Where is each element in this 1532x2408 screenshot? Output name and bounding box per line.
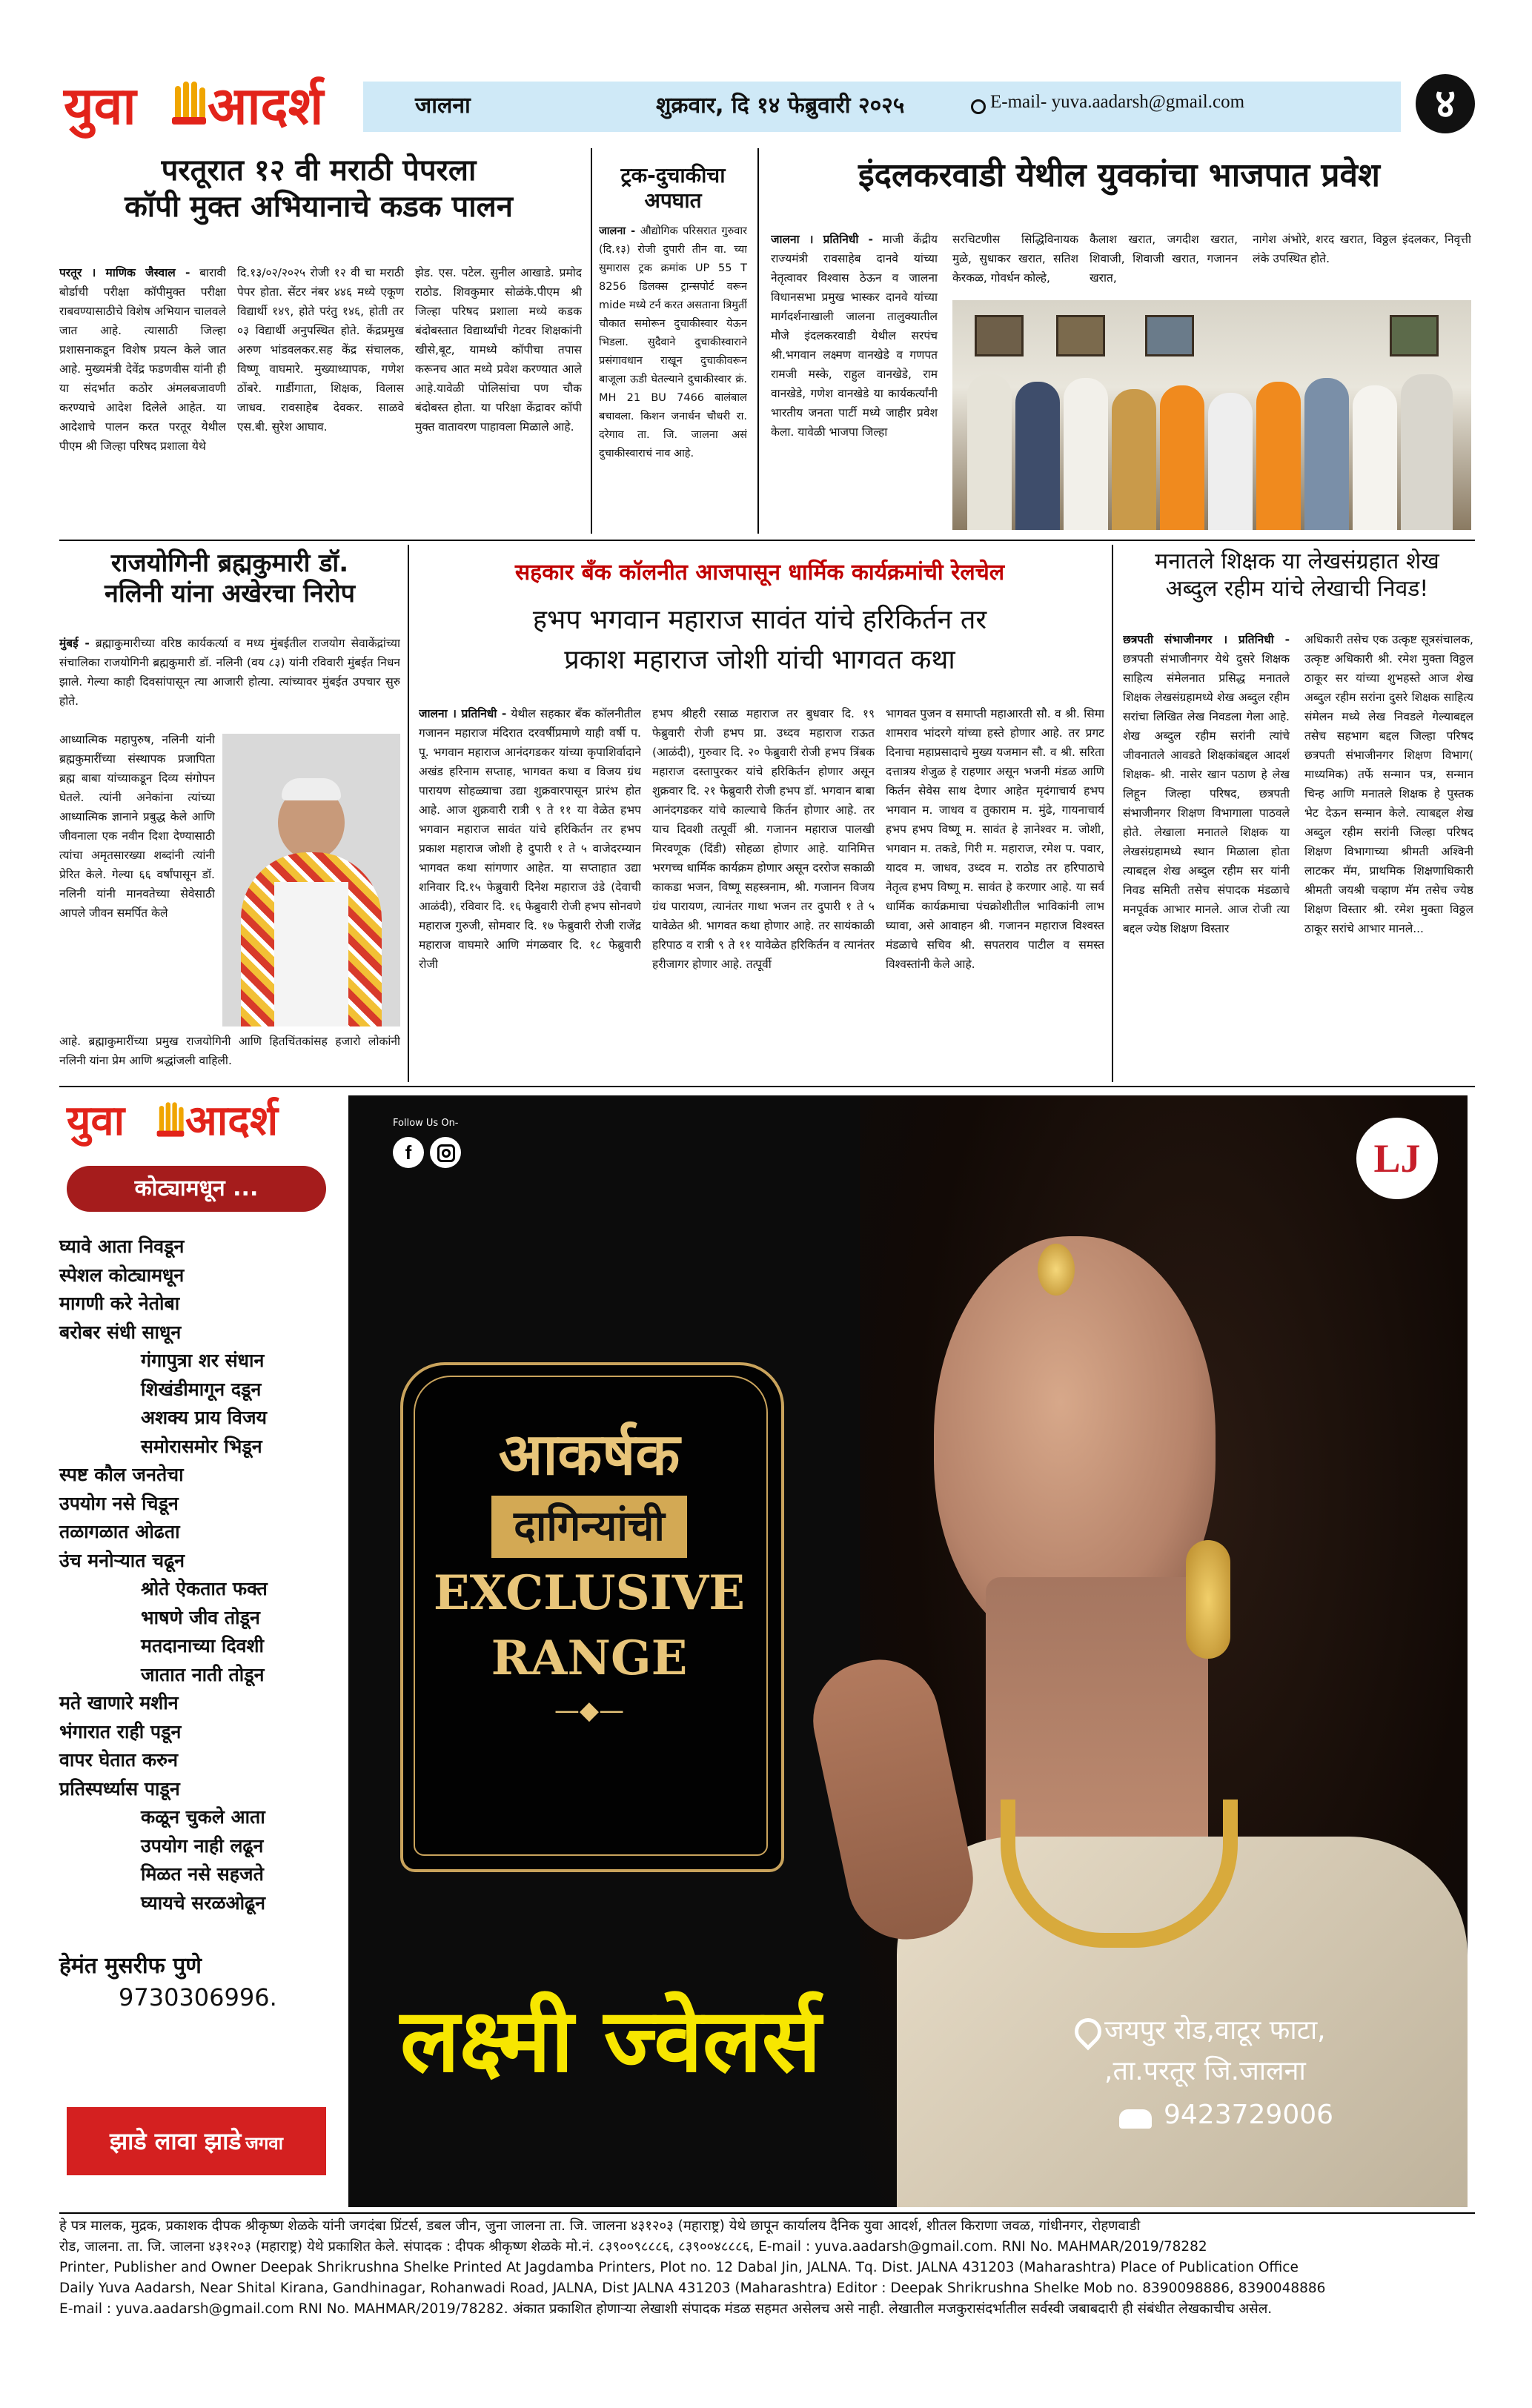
- follow-us: [393, 1118, 482, 1192]
- bjp-group-photo: [952, 300, 1471, 530]
- column-rule: [408, 545, 409, 1082]
- poem-lines: [59, 1233, 334, 1917]
- person-figure: [1015, 382, 1060, 530]
- story4-tail-text: आहे. ब्रह्माकुमारींच्या प्रमुख राजयोगिनी आणि हितचिंतकांसह हजारो लोकांनी नलिनी यांना प्रेम आणि श्रद्धांजली वाहिली.: [59, 1035, 400, 1067]
- story4-tail: [59, 1032, 400, 1076]
- masthead-city: जालना: [415, 93, 471, 119]
- slogan-main: झाडे लावा झाडे: [109, 2127, 242, 2155]
- poem-line: मिळत नसे सहजते: [141, 1863, 264, 1885]
- story5-text2: हभप श्रीहरी रसाळ महाराज तर बुधवार दि. १९ फेब्रुवारी रोजी हभप प्रा. उध्दव महाराज राऊत (आळंदी), गुरुवार दि. २० फेब्रुवारी रोजी हभप त्रिंबक महाराज दस्तापुरकर यांचे हरिकिर्तन होणार असून शुक्रवार दि. २१ फेब्रुवारी रोजी हभप डॉ. भगवान बाबा आनंदगडकर यांचे काल्याचे किर्तन होणार आहे. तर याच दिवशी तत्पूर्वी श्री. गजानन महाराज पालखी मिरवणूक (दिंडी) सोहळा होणार आहे. यानिमित्त भरगच्च धार्मिक कार्यक्रम होणार असून दररोज सकाळी काकडा भजन, विष्णू सहस्त्रनाम, श्री. गजानन विजय ग्रंथ पारायण, त्यानंतर गाथा भजन तर दुपारी १ ते ५ यावेळेत श्री. भागवत कथा होणार आहे. तर सायंकाळी हरिपाठ व रात्री ९ ते ११ यावेळेत हरिकिर्तन व त्यानंतर हरीजागर होणार आहे. तत्पूर्वी: [652, 707, 875, 971]
- story6-col2: [1304, 630, 1473, 1075]
- person-figure: [1304, 378, 1349, 530]
- story6-text1: छत्रपती संभाजीनगर येथे दुसरे शिक्षक साहित्य संमेलनात प्रसिद्ध मनातले शिक्षक लेखसंग्रहामध्ये शेख अब्दुल रहीम सरांचा लिखित लेख निवडला गेला आहे. शेख अब्दुल रहीम सरांनी त्यांचे जीवनातले आवडते शिक्षकांबद्दल आदर्श शिक्षक- श्री. नासेर खान पठाण हे लेख लिहून जिल्हा परिषद, छत्रपती संभाजीनगर शिक्षण विभागाला पाठवले होते. लेखाला मनातले शिक्षक या लेखसंग्रहामध्ये स्थान मिळाला होता त्याबद्दल शेख अब्दुल रहीम सर यांनी निवड समिती तसेच संपादक मंडळाचे मनपूर्वक आभार मानले. आज रोजी त्या बद्दल ज्येष्ठ शिक्षण विस्तार: [1123, 652, 1290, 935]
- poem-line: स्पष्ट कौल जनतेचा: [59, 1464, 184, 1485]
- email-icon: [971, 99, 986, 114]
- imprint-line5: E-mail : yuva.aadarsh@gmail.com RNI No. MAHMAR/2019/78282. अंकात प्रकाशित होणाऱ्या लेखाशी संपादक मंडळ सहमत असेलच असे नाही. लेखातील मजकुरासंदर्भातील सर्वस्वी जबाबदारी ही संबंधीत लेखकाचीच असेल.: [59, 2301, 1273, 2317]
- story1-headline: [59, 153, 578, 225]
- masthead-email: E-mail- yuva.aadarsh@gmail.com: [990, 92, 1245, 112]
- story1-text2: दि.१३/०२/२०२५ रोजी १२ वी चा मराठी पेपर होता. सेंटर नंबर ४४६ मध्ये एकूण विद्यार्थी १४९, होते परंतु १४६, होती तर ०३ विद्यार्थी अनुपस्थित होते. केंद्रप्रमुख अरुण भांडवलकर.सह केंद्र संचालक, विष्णू वाघमारे. मुख्याध्यापक, गणेश ठोंबरे. गार्डीगाता, शिक्षक, विलास जाधव. रावसाहेब देवकर. साळवे एस.बी. सुरेश आघाव.: [237, 266, 404, 434]
- ad-headline: [400, 1414, 778, 1733]
- poem-line: जातात नाती तोडून: [141, 1663, 265, 1685]
- poem-line: प्रतिस्पर्ध्यास पाडून: [59, 1777, 180, 1800]
- horizontal-rule: [59, 2212, 1475, 2214]
- column-rule: [1112, 545, 1113, 1082]
- poem-logo: [67, 1095, 319, 1155]
- ad-address-line1: जयपुर रोड,वाटूर फाटा,: [1104, 2015, 1326, 2046]
- story5-text1: येथील सहकार बँक कॉलनीतील गजानन महाराज मंदिरात दरवर्षीप्रमाणे याही वर्षी प. पू. भगवान महाराज आनंदगडकर यांच्या कृपाशिर्वादाने अखंड हरिनाम सप्ताह, भागवत कथा व विजय ग्रंथ पारायण सोहळ्याचा उद्या शुक्रवारपासून प्रारंभ होत आहे. आज शुक्रवारी रात्री ९ ते ११ या वेळेत हभप भगवान महाराज सावंत यांचे हरिकिर्तन तर हभप प्रकाश महाराज जोशी हे दुपारी १ ते ५ वाजेदरम्यान भागवत कथा सांगणार आहेत. या सप्ताहात उद्या शनिवार दि.१५ फेब्रुवारी दिनेश महाराज उंडे (देवाची आळंदी), रविवार दि. १६ फेब्रुवारी रोजी हभप सोनवणे महाराज गुरुजी, सोमवार दि. १७ फेब्रुवारी रोजी राजेंद्र महाराज वाघमारे आणि मंगळवार दि. १८ फेब्रुवारी रोजी: [419, 707, 641, 971]
- story1-headline-line2: कॉपी मुक्त अभियानाचे कडक पालन: [125, 189, 513, 224]
- poem-line: घ्यायचे सरळओढून: [141, 1891, 266, 1914]
- slogan-tail: जगवा: [245, 2133, 283, 2154]
- poem-line: वापर घेतात करुन: [59, 1749, 178, 1771]
- imprint-line2: रोड, जालना. ता. जि. जालना ४३१२०३ (महाराष्ट्र) येथे प्रकाशित केले. संपादक : दीपक श्रीकृष्ण शेळके मो.नं. ८३९००९८८८६, ८३९००४८८८६, E-mail : yuva.aadarsh@gmail.com. RNI No. MAHMAR/2019/78282: [59, 2239, 1207, 2255]
- phone-icon: [1119, 2109, 1152, 2129]
- poem-phone: 9730306996.: [119, 1983, 277, 2011]
- story1-headline-line1: परतूरात १२ वी मराठी पेपरला: [161, 153, 477, 188]
- logo-aadarsh: आदर्श: [208, 76, 324, 136]
- imprint-line4: Daily Yuva Aadarsh, Near Shital Kirana, Gandhinagar, Rohanwadi Road, JALNA, Dist JALNA 431203 (Maharashtra) Editor : Deepak Shrikrushna Shelke Mob no. 8390098886, 8390048886: [59, 2281, 1326, 2296]
- story5-col1: [419, 704, 641, 1075]
- story1-col1: [59, 263, 226, 530]
- ad-headline-line4: RANGE: [491, 1631, 688, 1686]
- horizontal-rule: [59, 540, 1475, 541]
- portrait-saree: [274, 882, 348, 1026]
- poem-line: घ्यावे आता निवडून: [59, 1235, 185, 1257]
- story5-subhead-line2: प्रकाश महाराज जोशी यांची भागवत कथा: [564, 645, 955, 675]
- story5-text3: भागवत पुजन व समाप्ती महाआरती सौ. व श्री. सिमा शामराव भांदरगे यांच्या हस्ते होणार आहे. तर प्रगट दिनाचा महाप्रसादाचे मुख्य यजमान सौ. व श्री. सरिता दत्तात्रय शेजुळ हे राहणार असून भजनी मंडळ आणि किर्तन सेवेस साथ देणार आहेत मृदंगाचार्य हभप भगवान म. जाधव व तुकाराम म. मुंढे, गायनाचार्य हभप हभप विष्णू म. सावंत हे ज्ञानेश्वर म. जोशी, भगवान म. तकडे, गिरी म. महाराज, रमेश प. पवार, यादव म. जाधव, उध्दव म. राठोड तर हरिपाठाचे नेतृत्व हभप विष्णू म. सावंत हे करणार आहे. या सर्व धार्मिक कार्यक्रमाचा पंचक्रोशीतील भाविकांनी लाभ घ्यावा, असे आवाहन श्री. गजानन महाराज विश्वस्त मंडळाचे सचिव श्री. सपतराव पाटील व समस्त विश्वस्तांनी केले आहे.: [886, 707, 1104, 971]
- story1-col2: [237, 263, 404, 530]
- story4-headline-line2: नलिनी यांना अखेरचा निरोप: [105, 579, 355, 609]
- jewellers-ad: [348, 1095, 1468, 2207]
- story1-text1: बारावी बोर्डाची परीक्षा कॉपीमुक्त परीक्षा राबवण्यासाठीचे विशेष अभियान चालवले जात आहे. त्यासाठी जिल्हा प्रशासनाकडून विशेष प्रयत्न केले जात आहे. मुख्यमंत्री देवेंद्र फडणवीस यांनी ही या संदर्भात कठोर अंमलबजावणी करण्याचे आदेश दिलेले आहेत. या आदेशाचे पालन करत परतूर येथील पीएम श्री जिल्हा परिषद प्रशाला येथे: [59, 266, 226, 453]
- story4-headline-line1: राजयोगिनी ब्रह्मकुमारी डॉ.: [110, 548, 349, 578]
- story3-col2: [952, 230, 1078, 304]
- ad-headline-line1: आकर्षक: [498, 1422, 680, 1488]
- story6-headline-line1: मनातले शिक्षक या लेखसंग्रहात शेख: [1155, 548, 1439, 574]
- story3-text3: कैलाश खरात, जगदीश खरात, शिवाजी, शिवाजी खरात, गजानन खरात,: [1090, 233, 1238, 285]
- person-figure: [1256, 382, 1301, 530]
- story6-text2: अधिकारी तसेच एक उत्कृष्ट सूत्रसंचालक, उत्कृष्ट अधिकारी श्री. रमेश मुक्ता विठ्ठल ठाकूर सर यांच्या शुभहस्ते आज शेख अब्दुल रहीम सरांना दुसरे शिक्षक साहित्य संमेलन मध्ये लेख निवडले गेल्याबद्दल तसेच सहभाग बद्दल जिल्हा परिषद छत्रपती संभाजीनगर शिक्षण विभाग( माध्यमिक) तर्फे सन्मान पत्र, सन्मान चिन्ह आणि मनातले शिक्षक हे पुस्तक भेट देऊन सन्मान केले. त्याबद्दल शेख अब्दुल रहीम सरांनी जिल्हा परिषद शिक्षण विभागाच्या श्रीमती अश्विनी लाटकर मॅम, प्राथमिक शिक्षणाधिकारी श्रीमती जयश्री चव्हाण मॅम तसेच ज्येष्ठ शिक्षण विस्तार श्री. रमेश मुक्ता विठ्ठल ठाकूर सरांचे आभार मानले...: [1304, 633, 1473, 935]
- follow-us-label: Follow Us On-: [393, 1118, 459, 1129]
- person-figure: [1112, 389, 1156, 530]
- poem-banner: [67, 1166, 326, 1212]
- person-figure: [1064, 378, 1108, 530]
- logo-yuva: युवा: [64, 76, 136, 136]
- poem-line: भंगारात राही पडून: [59, 1720, 182, 1742]
- masthead: [59, 74, 1475, 141]
- story3-col4: [1253, 230, 1471, 304]
- story3-text1: माजी केंद्रीय राज्यमंत्री रावसाहेब दानवे यांच्या नेतृत्वावर विश्वास ठेऊन व जालना विधानसभा प्रमुख भास्कर दानवे यांच्या मार्गदर्शनाखाली जालना तालुक्यातील मौजे इंदलकरवाडी येथील सरपंच श्री.भगवान लक्ष्मण वानखेडे व गणपत रामजी मस्के, राहुल वानखेडे, राम वानखेडे, गणेश वानखेडे या कार्यकर्त्यांनी भारतीय जनता पार्टी मध्ये जाहीर प्रवेश केला. यावेळी भाजपा जिल्हा: [771, 233, 938, 439]
- story3-col3: [1090, 230, 1238, 304]
- story3-text4: नागेश अंभोरे, शरद खरात, विठ्ठल इंदलकर, निवृत्ती लंके उपस्थित होते.: [1253, 233, 1471, 265]
- imprint-line3: Printer, Publisher and Owner Deepak Shrikrushna Shelke Printed At Jagdamba Printers, Plot no. 12 Dabal Jin, JALNA. Tq. Dist. JALNA 431203 (Maharashtra) Place of Publication Office: [59, 2260, 1299, 2275]
- poem-line: कळून चुकले आता: [141, 1806, 265, 1828]
- story5-col2: [652, 704, 875, 1075]
- poem-box: [59, 1095, 334, 2155]
- story2-text: औद्योगिक परिसरात गुरुवार (दि.१३) रोजी दुपारी तीन वा. च्या सुमारास ट्रक क्रमांक UP 55 T 8256 डिलक्स ट्रान्सपोर्ट वरून mide मध्ये टर्न करत असताना त्रिमुर्ती चौकात समोरून दुचाकीस्वार येऊन भिडला. सुदैवाने दुचाकीस्वाराने प्रसंगावधान राखून दुचाकीवरून बाजूला ऊडी घेतल्याने दुचाकीस्वार क्रं. MH 21 BU 7466 बालंबाल बचावला. किशन जनार्धन चौधरी रा. दरेगाव ता. जि. जालना असं दुचाकीस्वाराचं नाव आहे.: [599, 225, 747, 460]
- story4-col-text: आध्यात्मिक महापुरुष, नलिनी यांनी ब्रह्मकुमारींच्या संस्थापक प्रजापिता ब्रह्म बाबा यांच्याकडून दिव्य संगोपन घेतले. त्यांनी अनेकांना त्यांच्या आध्यात्मिक ज्ञानाने प्रबुद्ध केले आणि जीवनाला एक नवीन दिशा देण्यासाठी त्यांचा अमृतसारख्या शब्दांनी त्यांनी प्रेरित केले. गेल्या ६६ वर्षांपासून डॉ. नलिनी यांनी मानवतेच्या सेवेसाठी आपले जीवन समर्पित केले: [59, 733, 215, 920]
- poem-line: उपयोग नसे चिडून: [59, 1492, 179, 1514]
- hands-logo-icon: [170, 79, 208, 130]
- story2-headline: ट्रक-दुचाकीचा अपघात: [620, 163, 726, 213]
- story3-col1: [771, 230, 938, 534]
- portrait-hair: [282, 778, 341, 800]
- story1-col3: [415, 263, 582, 530]
- person-figure: [967, 374, 1012, 530]
- story5-byline: जालना । प्रतिनिधी -: [419, 707, 507, 720]
- wall-frame: [1056, 315, 1105, 356]
- crowd-figures: [952, 359, 1471, 530]
- story5-subhead-line1: हभप भगवान महाराज सावंत यांचे हरिकिर्तन तर: [532, 605, 987, 635]
- poem-line: शिखंडीमागून दडून: [141, 1378, 262, 1400]
- poem-line: मते खाणारे मशीन: [59, 1692, 179, 1714]
- lj-monogram: [1356, 1118, 1438, 1199]
- facebook-icon[interactable]: f: [393, 1137, 424, 1168]
- instagram-icon[interactable]: [430, 1137, 461, 1168]
- story4-byline: मुंबई -: [59, 637, 90, 650]
- story4-headline: [59, 548, 400, 610]
- imprint: [59, 2216, 1475, 2320]
- poem-line: उंच मनोऱ्यात चढून: [59, 1549, 185, 1571]
- story5-headline: सहकार बँक कॉलनीत आजपासून धार्मिक कार्यक्रमांची रेलचेल: [514, 560, 1005, 586]
- photo-wall-frames: [975, 315, 1449, 359]
- story4-lead-text: ब्रह्माकुमारीच्या वरिष्ठ कार्यकर्त्या व मध्य मुंबईतील राजयोग सेवाकेंद्रांच्या संचालिका राजयोगिनी ब्रह्मकुमारी डॉ. नलिनी (वय ८३) यांनी रविवारी मुंबईत निधन झाले. गेल्या काही दिवसांपासून त्या आजारी होत्या. त्यांच्यावर मुंबईत उपचार सुरु होते.: [59, 637, 400, 708]
- poem-line: स्पेशल कोट्यामधून: [59, 1264, 185, 1286]
- story3-text2: सरचिटणीस सिद्धिविनायक मुळे, सुधाकर खरात, सतिश केरकळ, गोवर्धन कोल्हे,: [952, 233, 1078, 285]
- story6-headline: [1119, 548, 1475, 603]
- ad-headline-line2: दागिन्यांची: [491, 1496, 687, 1558]
- story4-col: [59, 730, 215, 1034]
- story2-col: [599, 222, 747, 530]
- poem-logo-yuva: युवा: [67, 1097, 125, 1145]
- story5-subhead: [415, 600, 1104, 680]
- story3-byline: जालना । प्रतिनिधी -: [771, 233, 873, 246]
- earring: [1186, 1540, 1230, 1659]
- poem-line: समोरासमोर भिडून: [141, 1435, 262, 1457]
- ad-headline-line3: EXCLUSIVE: [433, 1565, 746, 1621]
- story5-col3: [886, 704, 1104, 1075]
- column-rule: [757, 148, 759, 534]
- tree-slogan-box: [67, 2107, 326, 2175]
- poem-line: अशक्य प्राय विजय: [141, 1407, 268, 1428]
- person-figure: [1353, 385, 1397, 530]
- person-figure: [1401, 374, 1453, 530]
- column-rule: [591, 148, 592, 534]
- page-number-badge: [1416, 74, 1475, 133]
- masthead-date: शुक्रवार, दि १४ फेब्रुवारी २०२५: [656, 93, 905, 119]
- story3-headline: इंदलकरवाडी येथील युवकांचा भाजपात प्रवेश: [858, 156, 1380, 194]
- horizontal-rule: [59, 1086, 1475, 1087]
- poem-line: गंगापुत्रा शर संधान: [141, 1350, 265, 1371]
- poem-line: भाषणे जीव तोडून: [141, 1606, 260, 1628]
- wall-frame: [975, 315, 1024, 356]
- brand-name: लक्ष्मी ज्वेलर्स: [400, 1989, 821, 2092]
- poem-line: मतदानाच्या दिवशी: [141, 1635, 265, 1656]
- person-figure: [1160, 385, 1204, 530]
- masthead-logo: [59, 74, 348, 141]
- ad-phone: 9423729006: [1164, 2100, 1334, 2130]
- poem-banner-text: कोट्यामधून ...: [134, 1175, 259, 1201]
- story1-byline: परतूर । माणिक जैस्वाल -: [59, 266, 190, 279]
- story1-text3: झेड. एस. पटेल. सुनील आखाडे. प्रमोद राठोड. शिवकुमार सोळंके.पीएम श्री जिल्हा परिषद प्रशाला मध्ये कडक बंदोबस्तात विद्यार्थ्यांची गेटवर शिक्षकांनी खीसे,बूट, यामध्ये कॉपीचा तपास करूनच आत मध्ये प्रवेश करण्यात आले आहे.यावेळी पोलिसांचा पण चौक बंदोबस्त होता. या परिक्षा केंद्रावर कॉपी मुक्त वातावरण पाहावला मिळाले आहे.: [415, 266, 582, 434]
- story6-byline: छत्रपती संभाजीनगर । प्रतिनिधी -: [1123, 633, 1290, 646]
- hands-logo-icon: [156, 1100, 185, 1141]
- person-figure: [1208, 393, 1253, 530]
- nalini-portrait-photo: [222, 734, 400, 1026]
- page-number: ४: [1434, 80, 1456, 127]
- poem-line: श्रोते ऐकतात फक्त: [141, 1578, 268, 1599]
- poem-author: हेमंत मुसरीफ पुणे: [59, 1953, 202, 1979]
- poem-line: तळागळात ओढता: [59, 1521, 180, 1542]
- story4-lead: [59, 634, 400, 730]
- lj-monogram-text: LJ: [1373, 1136, 1421, 1181]
- maang-tikka: [1038, 1244, 1075, 1296]
- wall-frame: [1145, 315, 1194, 356]
- story2-byline: जालना -: [599, 225, 636, 237]
- story6-col1: [1123, 630, 1290, 1075]
- wall-frame: [1390, 315, 1439, 356]
- poem-logo-aadarsh: आदर्श: [185, 1097, 279, 1145]
- imprint-line1: हे पत्र मालक, मुद्रक, प्रकाशक दीपक श्रीकृष्ण शेळके यांनी जगदंबा प्रिंटर्स, डबल जीन, जुना जालना ता. जि. जालना ४३१२०३ (महाराष्ट्र) येथे छापून कार्यालय दैनिक युवा आदर्श, शीतल किराणा जवळ, गांधीनगर, रोहणवाडी: [59, 2218, 1141, 2234]
- poem-line: उपयोग नाही लढून: [141, 1834, 264, 1857]
- poem-line: बरोबर संधी साधून: [59, 1321, 182, 1343]
- poem-line: मागणी करे नेतोबा: [59, 1293, 180, 1314]
- story6-headline-line2: अब्दुल रहीम यांचे लेखाची निवड!: [1165, 575, 1429, 602]
- ornament-divider-icon: —◆—: [554, 1696, 625, 1725]
- ad-address-line2: ,ता.परतूर जि.जालना: [1104, 2056, 1306, 2086]
